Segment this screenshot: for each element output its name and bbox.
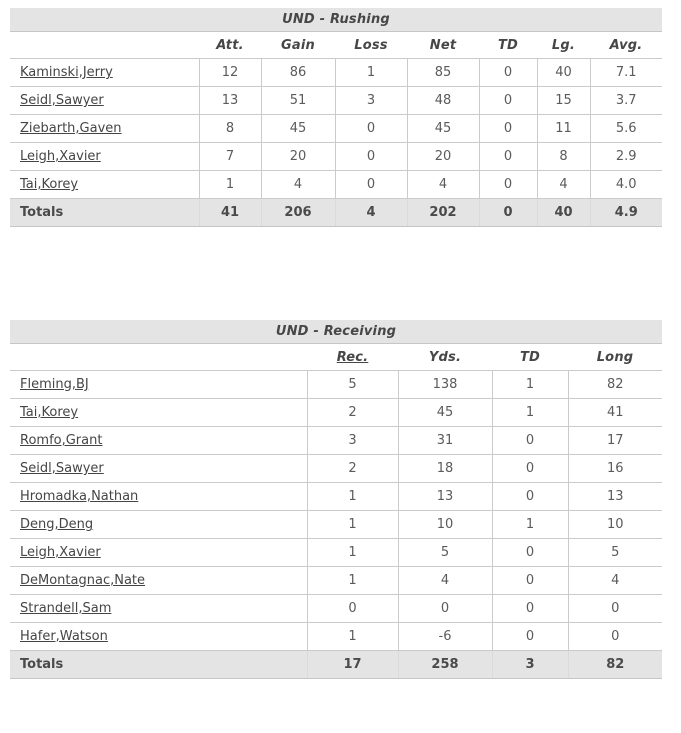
stat-cell: 0 [335,171,407,199]
stat-cell: 5 [398,539,492,567]
table-row [10,399,662,427]
totals-cell: 202 [407,199,479,227]
totals-cell: 3 [492,651,568,679]
stat-cell: 4.0 [590,171,662,199]
receiving-stats-table [10,320,662,679]
stat-cell: 0 [492,427,568,455]
totals-cell: 206 [261,199,335,227]
player-name-cell [10,567,307,595]
player-name-cell [10,59,199,87]
totals-label: Totals [10,199,199,227]
stat-cell: 10 [398,511,492,539]
column-header-lg: Lg. [537,32,590,59]
stat-cell: 0 [568,595,662,623]
stat-cell: 5.6 [590,115,662,143]
stat-cell: 2 [307,399,398,427]
stat-cell: 2 [307,455,398,483]
column-header-yds: Yds. [398,344,492,371]
stat-cell: 0 [479,87,537,115]
player-link[interactable]: Romfo,Grant [20,433,103,448]
stat-cell: 45 [261,115,335,143]
stat-cell: 2.9 [590,143,662,171]
rushing-table-title: UND - Rushing [10,8,662,32]
stat-cell: 0 [479,115,537,143]
stat-cell: 45 [398,399,492,427]
stat-cell: 0 [307,595,398,623]
totals-cell: 258 [398,651,492,679]
stat-cell: 20 [261,143,335,171]
stat-cell: 1 [307,483,398,511]
stat-cell: 13 [398,483,492,511]
player-link[interactable]: Fleming,BJ [20,377,89,392]
column-header-net: Net [407,32,479,59]
player-link[interactable]: Tai,Korey [20,177,79,192]
stat-cell: 5 [568,539,662,567]
stat-cell: 17 [568,427,662,455]
stat-cell: 5 [307,371,398,399]
stat-cell: 0 [568,623,662,651]
player-name-cell [10,171,199,199]
player-name-cell [10,371,307,399]
stat-cell: 4 [261,171,335,199]
stat-cell: 1 [199,171,261,199]
player-link[interactable]: Leigh,Xavier [20,149,101,164]
player-name-cell [10,623,307,651]
table-row [10,171,662,199]
player-link[interactable]: Ziebarth,Gaven [20,121,122,136]
player-name-cell [10,595,307,623]
player-link[interactable]: Tai,Korey [20,405,79,420]
stat-cell: 3 [307,427,398,455]
stat-cell: 16 [568,455,662,483]
stat-cell: 0 [398,595,492,623]
table-row [10,143,662,171]
receiving-table-title: UND - Receiving [10,320,662,344]
stat-cell: 15 [537,87,590,115]
stat-cell: 40 [537,59,590,87]
stat-cell: 13 [199,87,261,115]
table-row [10,115,662,143]
stat-cell: 1 [492,399,568,427]
player-link[interactable]: Strandell,Sam [20,601,112,616]
player-link[interactable]: Hromadka,Nathan [20,489,139,504]
stat-cell: 1 [307,567,398,595]
stat-cell: 8 [199,115,261,143]
column-header-att: Att. [199,32,261,59]
table-row [10,539,662,567]
stat-cell: 4 [398,567,492,595]
stat-cell: 138 [398,371,492,399]
stat-cell: 12 [199,59,261,87]
totals-cell: 41 [199,199,261,227]
rushing-stats-table [10,8,662,227]
stat-cell: -6 [398,623,492,651]
stat-cell: 0 [479,171,537,199]
stat-cell: 0 [492,567,568,595]
stat-cell: 11 [537,115,590,143]
stat-cell: 20 [407,143,479,171]
stat-cell: 1 [307,511,398,539]
stat-cell: 41 [568,399,662,427]
stat-cell: 1 [335,59,407,87]
totals-cell: 17 [307,651,398,679]
totals-row [10,199,662,227]
table-row [10,567,662,595]
stat-cell: 51 [261,87,335,115]
stat-cell: 48 [407,87,479,115]
stat-cell: 7.1 [590,59,662,87]
column-header-long: Long [568,344,662,371]
table-row [10,595,662,623]
table-row [10,623,662,651]
player-name-cell [10,399,307,427]
stat-cell: 85 [407,59,479,87]
stat-cell: 4 [407,171,479,199]
player-name-cell [10,455,307,483]
totals-cell: 4 [335,199,407,227]
stat-cell: 1 [307,539,398,567]
stat-cell: 3.7 [590,87,662,115]
column-header-gain: Gain [261,32,335,59]
player-column-header [10,344,307,371]
player-name-cell [10,143,199,171]
stat-cell: 86 [261,59,335,87]
totals-label: Totals [10,651,307,679]
column-header-td: TD [479,32,537,59]
column-header-avg: Avg. [590,32,662,59]
stat-cell: 31 [398,427,492,455]
stat-cell: 0 [479,143,537,171]
player-name-cell [10,539,307,567]
stat-cell: 8 [537,143,590,171]
player-link[interactable]: Deng,Deng [20,517,94,532]
stat-cell: 0 [492,539,568,567]
column-header-rec-label[interactable]: Rec. [336,349,369,365]
player-name-cell [10,87,199,115]
player-name-cell [10,427,307,455]
receiving-header-row [10,344,662,371]
player-link[interactable]: Seidl,Sawyer [20,461,104,476]
stat-cell: 4 [568,567,662,595]
column-header-loss: Loss [335,32,407,59]
column-header-rec[interactable] [307,344,398,371]
table-row [10,87,662,115]
table-row [10,455,662,483]
stat-cell: 1 [492,371,568,399]
player-link[interactable]: Kaminski,Jerry [20,65,113,80]
player-link[interactable]: DeMontagnac,Nate [20,573,146,588]
stat-cell: 82 [568,371,662,399]
stat-cell: 0 [479,59,537,87]
stat-cell: 0 [492,483,568,511]
totals-cell: 82 [568,651,662,679]
player-column-header [10,32,199,59]
rushing-table [10,32,662,227]
totals-cell: 0 [479,199,537,227]
table-row [10,483,662,511]
stat-cell: 18 [398,455,492,483]
stat-cell: 0 [492,623,568,651]
table-row [10,371,662,399]
player-link[interactable]: Seidl,Sawyer [20,93,104,108]
stat-cell: 3 [335,87,407,115]
receiving-table [10,344,662,679]
column-header-td: TD [492,344,568,371]
stat-cell: 0 [335,115,407,143]
stat-cell: 1 [307,623,398,651]
stat-cell: 0 [335,143,407,171]
player-name-cell [10,483,307,511]
totals-cell: 40 [537,199,590,227]
player-name-cell [10,511,307,539]
stat-cell: 45 [407,115,479,143]
player-link[interactable]: Hafer,Watson [20,629,108,644]
totals-row [10,651,662,679]
stat-cell: 1 [492,511,568,539]
stat-cell: 7 [199,143,261,171]
stat-cell: 10 [568,511,662,539]
stat-cell: 4 [537,171,590,199]
table-row [10,427,662,455]
player-name-cell [10,115,199,143]
stat-cell: 0 [492,595,568,623]
totals-cell: 4.9 [590,199,662,227]
table-row [10,511,662,539]
player-link[interactable]: Leigh,Xavier [20,545,101,560]
stat-cell: 0 [492,455,568,483]
stat-cell: 13 [568,483,662,511]
rushing-header-row [10,32,662,59]
table-row [10,59,662,87]
